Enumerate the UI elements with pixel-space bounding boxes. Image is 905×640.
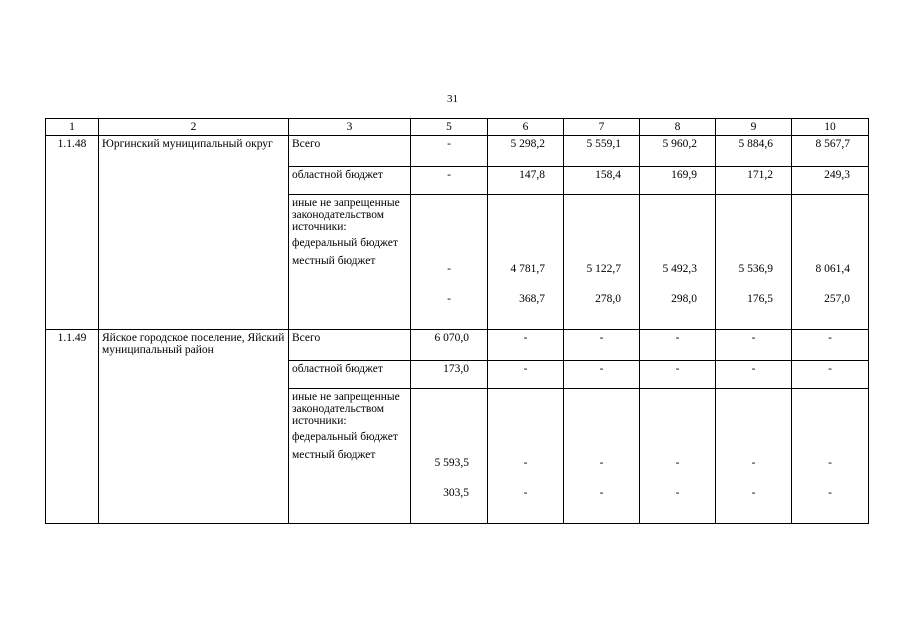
local-value: - [675,487,680,499]
value-cell: - [716,361,792,389]
item-id: 1.1.49 [46,330,99,524]
value-cell: 249,3 [792,167,869,195]
other-sources-label: иные не запрещенные законодательством источники: [292,391,400,427]
value-cell: 173,0 [411,361,488,389]
other-sources-label: иные не запрещенные законодательством источники: [292,197,400,233]
value-cell: 171,2 [716,167,792,195]
value-cell [716,195,792,330]
federal-value: 8 061,4 [815,263,850,275]
column-header: 1 [46,119,99,136]
value-cell [564,389,640,524]
local-value: - [523,487,528,499]
value-cell: - [488,330,564,361]
value-cell: - [716,330,792,361]
column-header: 3 [289,119,411,136]
federal-label: федеральный бюджет [292,431,398,443]
local-label: местный бюджет [292,449,376,461]
value-cell [411,195,488,330]
value-cell [488,389,564,524]
table-row [46,330,869,361]
row-label-group [289,195,411,330]
column-header: 7 [564,119,640,136]
item-name: Юргинский муниципальный округ [99,136,289,330]
local-value: 298,0 [671,293,697,305]
value-cell: - [564,361,640,389]
row-label-group [289,389,411,524]
local-value: - [828,487,832,499]
local-value: - [751,487,756,499]
budget-table [45,118,869,524]
value-cell [411,389,488,524]
row-label: областной бюджет [289,167,411,195]
value-cell: - [792,330,869,361]
value-cell: - [564,330,640,361]
value-cell: - [411,136,488,167]
value-cell [640,195,716,330]
value-cell: - [640,361,716,389]
value-cell: 169,9 [640,167,716,195]
local-label: местный бюджет [292,255,376,267]
value-cell: - [792,361,869,389]
federal-value: - [828,457,832,469]
federal-label: федеральный бюджет [292,237,398,249]
federal-value: - [447,263,451,275]
item-id: 1.1.48 [46,136,99,330]
value-cell: - [488,361,564,389]
value-cell [640,389,716,524]
federal-value: - [599,457,604,469]
value-cell: 5 559,1 [564,136,640,167]
item-name: Яйское городское поселение, Яйский муниципальный район [99,330,289,524]
table-header-row [46,119,869,136]
value-cell [716,389,792,524]
value-cell [792,195,869,330]
value-cell: 6 070,0 [411,330,488,361]
column-header: 8 [640,119,716,136]
column-header: 9 [716,119,792,136]
value-cell [792,389,869,524]
local-value: 368,7 [519,293,545,305]
value-cell [564,195,640,330]
value-cell: 8 567,7 [792,136,869,167]
table-row [46,136,869,167]
value-cell: 5 884,6 [716,136,792,167]
local-value: 303,5 [443,487,469,499]
local-value: 278,0 [595,293,621,305]
row-label: областной бюджет [289,361,411,389]
federal-value: 5 122,7 [586,263,621,275]
value-cell: - [640,330,716,361]
value-cell: 5 298,2 [488,136,564,167]
federal-value: - [523,457,528,469]
column-header: 6 [488,119,564,136]
federal-value: 5 593,5 [434,457,469,469]
value-cell [488,195,564,330]
federal-value: - [675,457,680,469]
local-value: 176,5 [747,293,773,305]
row-label: Всего [289,330,411,361]
column-header: 2 [99,119,289,136]
federal-value: 4 781,7 [510,263,545,275]
value-cell: 158,4 [564,167,640,195]
federal-value: 5 492,3 [662,263,697,275]
federal-value: - [751,457,756,469]
federal-value: 5 536,9 [738,263,773,275]
value-cell: 147,8 [488,167,564,195]
local-value: - [599,487,604,499]
column-header: 5 [411,119,488,136]
row-label: Всего [289,136,411,167]
local-value: 257,0 [824,293,850,305]
page-number: 31 [447,93,458,105]
value-cell: 5 960,2 [640,136,716,167]
local-value: - [447,293,451,305]
column-header: 10 [792,119,869,136]
value-cell: - [411,167,488,195]
